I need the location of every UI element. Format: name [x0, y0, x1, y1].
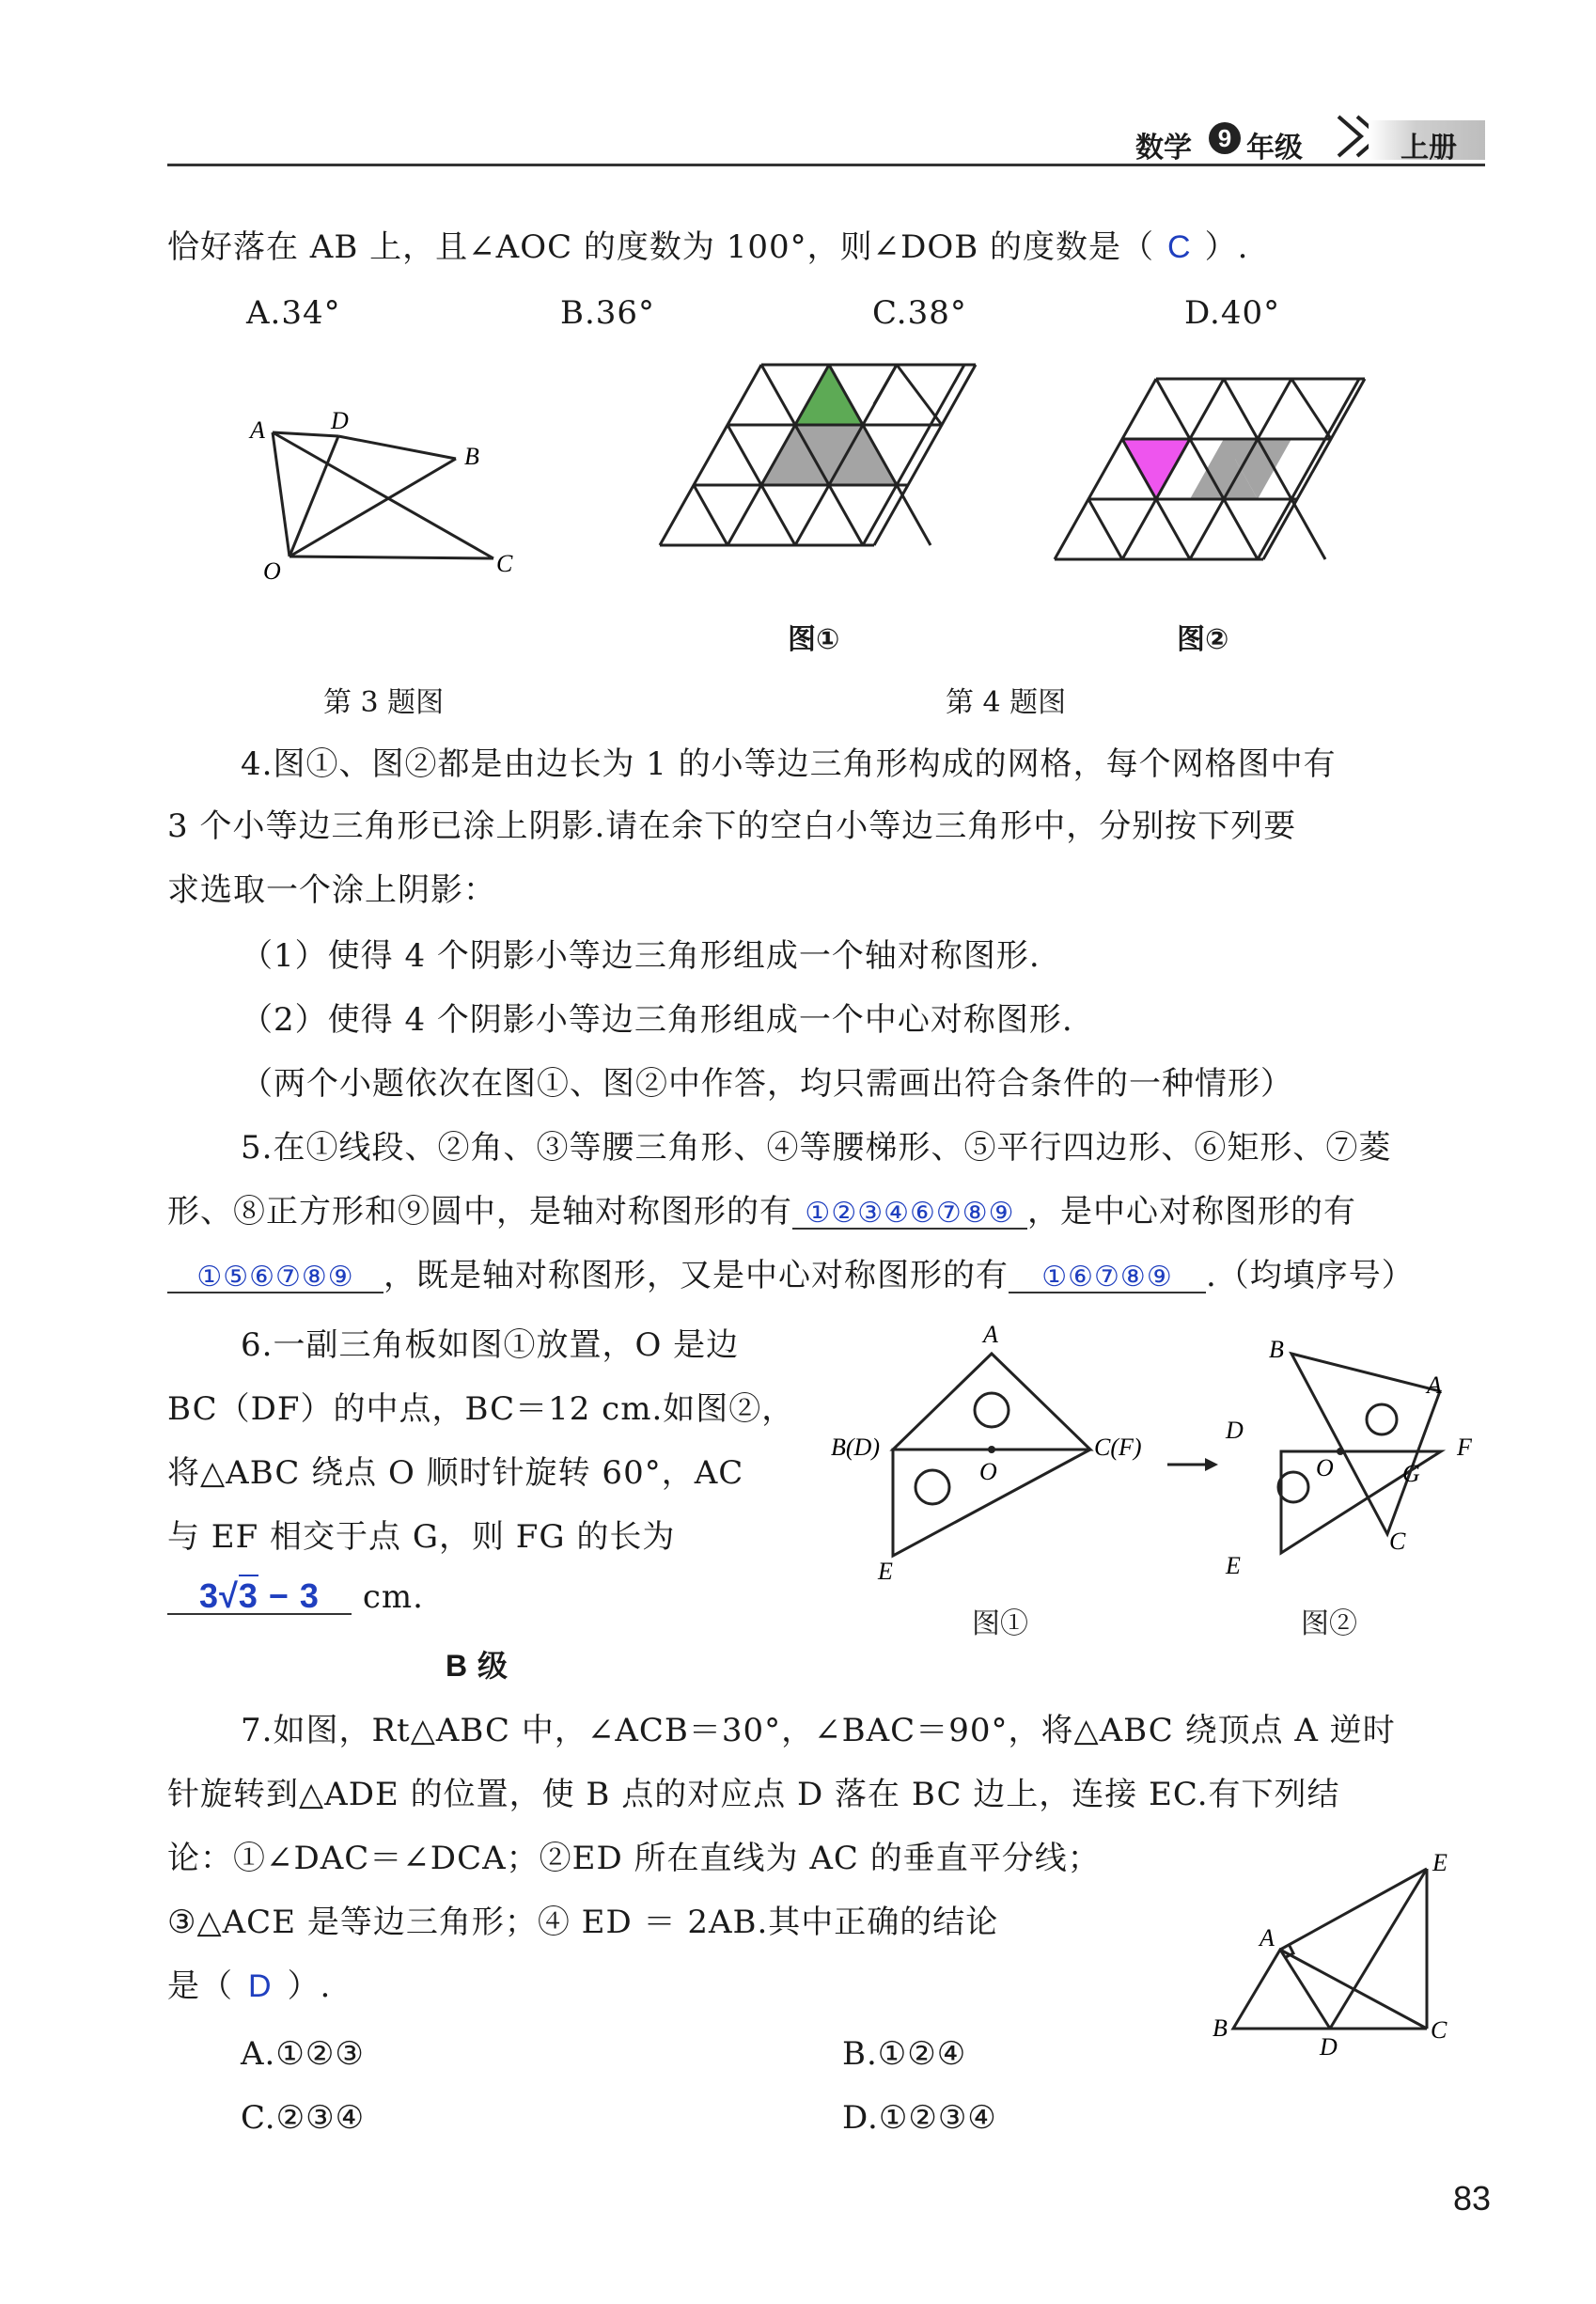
q5-line-3: ①⑤⑥⑦⑧⑨ ，既是轴对称图形，又是中心对称图形的有 ①⑥⑦⑧⑨ .（均填序号） — [167, 1260, 1415, 1293]
q3-answer: C — [1167, 229, 1192, 265]
q3-label-a: A — [250, 416, 265, 444]
q6-line-1: 6.一副三角板如图①放置，O 是边 — [241, 1326, 740, 1364]
q5-answer-1: ①②③④⑥⑦⑧⑨ — [792, 1199, 1027, 1230]
q5-answer-3: ①⑥⑦⑧⑨ — [1009, 1263, 1206, 1293]
header-subject: 数学 — [1135, 133, 1192, 164]
q4-grid-2 — [1045, 362, 1374, 578]
q5-line-1: 5.在①线段、②角、③等腰三角形、④等腰梯形、⑤平行四边形、⑥矩形、⑦菱 — [241, 1129, 1392, 1167]
q3-option-d: D.40° — [1184, 294, 1281, 332]
page-number: 83 — [1453, 2179, 1492, 2218]
section-b-heading: B 级 — [446, 1649, 509, 1683]
q6-f2-label-e: E — [1226, 1552, 1241, 1579]
q6-line-3: 将△ABC 绕点 O 顺时针旋转 60°，AC — [167, 1454, 744, 1492]
q3-label-d: D — [331, 407, 349, 434]
q7-label-d: D — [1320, 2033, 1338, 2061]
q3-figure — [244, 404, 526, 592]
q7-line-5: 是（ D ）. — [167, 1967, 332, 2005]
q3-label-b: B — [464, 443, 479, 470]
magenta-triangle — [1122, 439, 1190, 499]
q6-f1-label-o: O — [979, 1458, 997, 1485]
q5-answer-2: ①⑤⑥⑦⑧⑨ — [167, 1263, 383, 1293]
grade-badge: 9 — [1209, 122, 1241, 154]
q3-caption: 第 3 题图 — [323, 686, 445, 719]
q6-f2-label-d: D — [1226, 1417, 1244, 1444]
q6-f2-label-b: B — [1269, 1336, 1284, 1363]
q7-line-3: 论：①∠DAC＝∠DCA；②ED 所在直线为 AC 的垂直平分线； — [167, 1840, 1101, 1877]
q3-label-o: O — [263, 557, 281, 585]
q6-line-5: 3√3 − 3 cm. — [167, 1579, 424, 1615]
page-header — [167, 113, 1485, 169]
q6-fig2-label: 图② — [1301, 1607, 1357, 1640]
q7-option-b: B.①②④ — [842, 2035, 967, 2073]
q6-fig1-label: 图① — [972, 1607, 1028, 1640]
q7-option-a: A.①②③ — [241, 2035, 365, 2073]
q3-option-c: C.38° — [872, 294, 967, 332]
q4-caption: 第 4 题图 — [946, 686, 1067, 719]
q4-line-1: 4.图①、图②都是由边长为 1 的小等边三角形构成的网格，每个网格图中有 — [241, 745, 1337, 783]
q7-figure — [1213, 1842, 1476, 2068]
green-triangle — [795, 365, 863, 425]
q4-line-3: 求选取一个涂上阴影： — [167, 871, 496, 909]
sqrt-icon: √ — [219, 1576, 239, 1615]
header-rule — [167, 164, 1485, 166]
header-volume: 上册 — [1400, 133, 1457, 164]
q6-figure-2 — [1218, 1335, 1500, 1589]
q3-option-b: B.36° — [560, 294, 656, 332]
q7-label-e: E — [1432, 1849, 1447, 1876]
q7-line-1: 7.如图，Rt△ABC 中，∠ACB＝30°，∠BAC＝90°，将△ABC 绕顶点 A 逆时 — [241, 1712, 1396, 1749]
q4-fig1-label: 图① — [788, 624, 840, 655]
q5-line-2: 形、⑧正方形和⑨圆中，是轴对称图形的有 ①②③④⑥⑦⑧⑨ ，是中心对称图形的有 — [167, 1193, 1356, 1230]
header-grade: 年级 — [1246, 133, 1303, 164]
q3-option-a: A.34° — [246, 294, 341, 332]
q6-line-2: BC（DF）的中点，BC＝12 cm.如图②， — [167, 1390, 795, 1428]
q4-grid-1 — [658, 357, 987, 573]
q4-line-2: 3 个小等边三角形已涂上阴影.请在余下的空白小等边三角形中，分别按下列要 — [167, 807, 1297, 845]
q7-label-b: B — [1213, 2014, 1228, 2042]
q6-line-4: 与 EF 相交于点 G，则 FG 的长为 — [167, 1518, 676, 1556]
q6-f1-label-bd: B(D) — [831, 1434, 880, 1461]
q7-label-a: A — [1260, 1924, 1275, 1951]
q4-note: （两个小题依次在图①、图②中作答，均只需画出符合条件的一种情形） — [241, 1065, 1293, 1103]
q6-answer: 3√3 − 3 — [167, 1579, 352, 1615]
q4-sub-1: （1）使得 4 个阴影小等边三角形组成一个轴对称图形. — [241, 937, 1041, 975]
q4-sub-2: （2）使得 4 个阴影小等边三角形组成一个中心对称图形. — [241, 1001, 1073, 1039]
q3-label-c: C — [496, 550, 513, 577]
q7-option-d: D.①②③④ — [842, 2099, 997, 2137]
q6-f1-label-cf: C(F) — [1094, 1434, 1142, 1461]
q6-f1-label-a: A — [983, 1325, 998, 1348]
q6-f1-label-e: E — [878, 1558, 893, 1585]
arrow-right-icon — [1166, 1455, 1222, 1478]
q3-line: 恰好落在 AB 上，且∠AOC 的度数为 100°，则∠DOB 的度数是（ C ）. — [167, 228, 1249, 266]
q6-f2-label-a: A — [1427, 1371, 1442, 1399]
q6-figure-1 — [827, 1325, 1166, 1598]
q7-answer: D — [248, 1968, 273, 2004]
q4-fig2-label: 图② — [1177, 624, 1229, 655]
q7-label-c: C — [1431, 2016, 1447, 2044]
q7-option-c: C.②③④ — [241, 2099, 366, 2137]
q6-f2-label-f: F — [1457, 1434, 1472, 1461]
q6-f2-label-o: O — [1316, 1454, 1334, 1481]
q6-f2-label-c: C — [1389, 1528, 1406, 1555]
q7-line-2: 针旋转到△ADE 的位置，使 B 点的对应点 D 落在 BC 边上，连接 EC.有下列结 — [167, 1776, 1340, 1813]
q7-line-4: ③△ACE 是等边三角形；④ ED ＝ 2AB.其中正确的结论 — [167, 1904, 999, 1941]
q6-f2-label-g: G — [1402, 1460, 1420, 1487]
